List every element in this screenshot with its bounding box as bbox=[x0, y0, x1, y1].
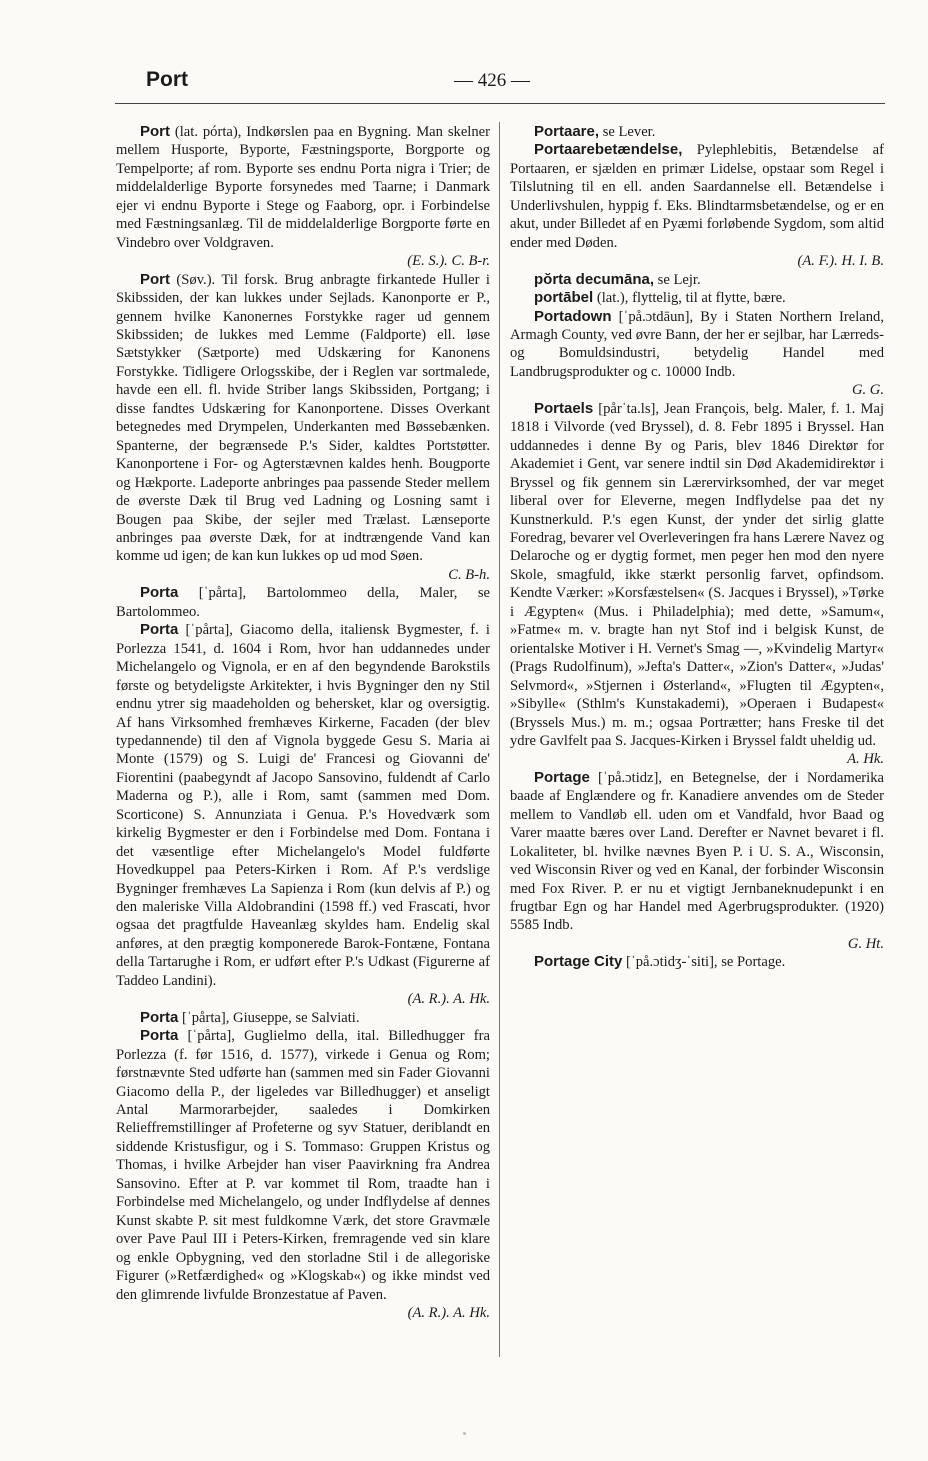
page-number: — 426 — bbox=[454, 70, 530, 91]
headword: Portaels bbox=[534, 399, 594, 417]
page-header bbox=[0, 58, 928, 98]
headword: Portage City bbox=[534, 953, 623, 971]
headword: Port bbox=[140, 123, 170, 140]
entry-text: (Søv.). Til forsk. Brug anbragte firkantede Huller i Skibssiden, der kan lukkes under Sejlads. Kanonporte er P., gennem hvilke Kanonernes Forstykke rager ud gennem Skibssiden; de lukkes med Lemme (Faldporte) ell. løse Sætstykker (Sætporte) med Udskæring for Kanonens Forstykke. Tidligere Orlogsskibe, der i Reglen var sortmalede, havde een ell. fl. hvide Striber langs Skibssiden, Portgang; i disse fandtes Udskæring for Kanonportene. Disses Overkant betegnedes med Drympelen, Underkanten med Bøssebænken. Spanterne, der begrænsede P.'s Sider, kaldtes Portstøtter. Kanonportene i For- og Agterstævnen kaldes henh. Bougporte og Hækporte. Ladeporte anbringes paa passende Steder mellem de øverste Dæk til Brug ved Ladning og Losning samt i Bougen paa Skibe, der sejler med Trælast. Lænseporte anbringes paa øverste Dæk, for at indtrængende Vand kan komme ud igen; de kan kun lukkes op ud mod Søen. bbox=[116, 271, 490, 565]
headword: Portaare, bbox=[534, 123, 600, 140]
entry-porta-decumana bbox=[510, 271, 884, 289]
headword: Portage bbox=[534, 768, 590, 786]
entry-porta-bartolommeo bbox=[116, 584, 490, 621]
headword: Port bbox=[140, 270, 170, 288]
entry-portaare bbox=[510, 123, 884, 141]
headword: portābel bbox=[534, 289, 594, 307]
signature: G. Ht. bbox=[847, 935, 884, 952]
headword: Porta bbox=[140, 621, 179, 639]
entry-text: [ˈpå.ɔtdāun], By i Staten Northern Ireland, Armagh County, ved øvre Bann, der her er sejlbar, har Lærreds- og Bomuldsindustri, betydelig Handel med Landbrugsprodukter og c. 10000 Indb. bbox=[510, 308, 884, 380]
signature: (A. R.). A. Hk. bbox=[407, 991, 490, 1008]
entry-portaarebetaendelse bbox=[510, 141, 884, 270]
entry-portage-city bbox=[510, 953, 884, 971]
entry-text: [ˈpårta], Giuseppe, se Salviati. bbox=[178, 1009, 360, 1026]
entry-text: Pylephlebitis, Betændelse af Portaaren, er sjælden en primær Lidelse, opstaar som Regel i Tilslutning til en ell. anden Saardannelse ell. Betændelse i Underlivshulen, hyppig f. Eks. Blindtarmsbetændelse, og er en akut, under Billedet af en Pyæmi forløbende Sygdom, som altid ender med Døden. bbox=[510, 142, 884, 251]
entry-portadown bbox=[510, 308, 884, 400]
headword: Portadown bbox=[534, 307, 612, 325]
headword: Porta bbox=[140, 584, 179, 602]
signature: (A. F.). H. I. B. bbox=[797, 253, 884, 270]
headword: pŏrta decumāna, bbox=[534, 270, 655, 288]
signature: (E. S.). C. B-r. bbox=[407, 253, 490, 270]
signature: (A. R.). A. Hk. bbox=[407, 1305, 490, 1321]
entry-porta-giuseppe bbox=[116, 1009, 490, 1027]
entry-text: se Lejr. bbox=[654, 271, 701, 288]
entry-porta-guglielmo bbox=[116, 1027, 490, 1322]
entry-text: [ˈpårta], Giacomo della, italiensk Bygmester, f. i Porlezza 1541, d. 1604 i Rom, hvor han uddannedes under Michelangelo og Vignola, er en af den begyndende Barokstils første og betydeligste Arkitekter, i hvis Bygninger den ny Stil endnu ytrer sig maadeholden og behersket, klar og oversigtig. Af hans Virksomhed fremhæves Kirkerne, Facaden (der blev typedannende) til den af Vignola byggede Gesu S. Maria ai Monte (1579) og S. Luigi de' Francesi og Giovanni de' Fiorentini (paabegyndt af Jacopo Sansovino, fuldendt af Carlo Maderna og P.), alle i Rom, samt (sammen med Dom. Scorticone) S. Annunziata i Genua. P.'s Hovedværk som kirkelig Bygmester er den i Forbindelse med Dom. Fontana i det væsentlige efter Michelangelo's Model fuldførte Hovedkuppel paa Peters-Kirken i Rom. Af P.'s verdslige Bygninger fremhæves La Sapienza i Rom (kun delvis af P.) og den maleriske Villa Aldobrandini (1598 ff.) ved Frascati, hvor ogsaa det pragtfulde Haveanlæg skyldes ham. Endelig skal anføres, at den prægtig komponerede Barok-Fontæne, Fontana della Tartarughe i Rom, er udført efter P.'s Udkast (Figurerne af Taddeo Landini). bbox=[116, 622, 490, 989]
running-head: Port bbox=[146, 68, 188, 91]
entry-text: [ˈpårta], Guglielmo della, ital. Billedhugger fra Porlezza (f. før 1516, d. 1577), virkede i Genua og Rom; førstnævnte Sted udførte han (sammen med sin Fader Giovanni Giacomo della P., der ligeledes var Billedhugger) et anseligt Antal Marmorarbejder, saaledes i Domkirken Relieffremstillinger af Profeterne og syv Statuer, deriblandt en siddende Kristusfigur, og i S. Tommaso: Gruppen Kristus og Thomas, i hvilke Arbejder han viser Paavirkning fra Andrea Sansovino. Efter at P. var kommet til Rom, traadte han i Forbindelse med Michelangelo, og under Indflydelse af dennes Kunst skabte P. sit mest fuldkomne Værk, det store Gravmæle over Pave Paul III i Peters-Kirken, fremragende ved sin klare og enkle Opbygning, ved den storladne Stil i de allegoriske Figurer (»Retfærdighed« og »Klogskab«) og ikke mindst ved den glimrende livfulde Bronzestatue af Paven. bbox=[116, 1028, 490, 1303]
headword: Porta bbox=[140, 1008, 179, 1026]
signature: G. G. bbox=[851, 382, 884, 399]
entry-text: (lat. pórta), Indkørslen paa en Bygning. Man skelner mellem Husporte, Byporte, Fæstningsporte, Borgporte og Tempelporte; af rom. Byporte ses endnu Porta nigra i Trier; de middelalderlige Byporte forsynedes med Taarne; i Danmark ejer vi endnu Byporte i Stege og Faaborg, opr. i Forbindelse med Fæstningsanlæg. Til de middelalderlige Borgporte førte en Vindebro over Voldgraven. bbox=[116, 124, 490, 251]
header-rule bbox=[115, 103, 885, 104]
entry-text: [ˈpå.ɔtidz], en Betegnelse, der i Nordamerika baade af Englændere og fr. Kanadiere anvendes om de Steder mellem to Vandløb ell. uden om et Vandfald, hvor Baad og Varer maatte bæres over Land. Derefter er Navnet bevaret i fl. Lokaliteter, bl. hvilke nævnes Byen P. i U. S. A., Wisconsin, ved Wisconsin River og ved en Kanal, der forbinder Wisconsin med Fox River. P. er nu et vigtigt Jernbaneknudepunkt i en frugtbar Egn og har Handel med Agerbrugsprodukter. (1920) 5585 Indb. bbox=[510, 769, 884, 934]
entry-porta-giacomo bbox=[116, 621, 490, 1009]
entry-text: [ˈpårta], Bartolommeo della, Maler, se Bartolommeo. bbox=[116, 585, 490, 620]
entry-text: (lat.), flyttelig, til at flytte, bære. bbox=[593, 290, 786, 307]
entry-text: se Lever. bbox=[599, 124, 656, 140]
entry-portaels bbox=[510, 400, 884, 769]
headword: Portaarebetændelse, bbox=[534, 141, 683, 159]
entry-text: [pårˈta.ls], Jean François, belg. Maler, f. 1. Maj 1818 i Vilvorde (ved Bryssel), d. 8. Febr 1895 i Bryssel. Han uddannedes i denne By og Paris, blev 1846 Direktør for Akademiet i Gent, var senere indtil sin Død Akademidirektør i Bryssel og fik gennem sin Lærervirksomhed, der var meget liberal over for Eleverne, megen Indflydelse paa det ny Kunstnerkuld. P.'s egen Kunst, der ynder det sirlig glatte Foredrag, bevarer vel Overleveringen fra hans Lærere Navez og Delaroche og er dygtig formet, men peger hen mod den nyere Skole, smagfuld, ikke stærkt personlig farvet, opfindsom. Kendte Værker: »Korsfæstelsen« (S. Jacques i Bryssel), »Tørke i Ægypten« (Mus. i Philadelphia); med dette, »Samum«, »Fatme« m. v. bragte han nyt Stof ind i belgisk Kunst, de orientalske Motiver i H. Vernet's Smag —, »Kvindelig Martyr« (Prags Rudolfinum), »Jefta's Datter«, »Zion's Datter«, »Judas' Selvmord«, »Stjernen i Østerland«, »Flugten til Ægypten«, »Sibylle« (Sthlm's Kunstakademi), »Operaen i Budapest« (Bryssels Mus.) m. m.; ogsaa Portrætter; hans Freske til det ydre Gavlfelt paa S. Jacques-Kirken i Bryssel faldt uheldig ud. bbox=[510, 400, 884, 749]
entry-text: [ˈpå.ɔtidʒ-ˈsiti], se Portage. bbox=[622, 954, 786, 971]
column-divider bbox=[499, 122, 500, 1357]
entry-port-sov bbox=[116, 271, 490, 585]
entry-portage bbox=[510, 769, 884, 954]
scan-speck bbox=[463, 1432, 466, 1435]
headword: Porta bbox=[140, 1027, 179, 1045]
entry-portabel bbox=[510, 289, 884, 307]
entry-port-lat bbox=[116, 123, 490, 271]
signature: A. Hk. bbox=[847, 751, 884, 768]
right-column bbox=[510, 123, 884, 972]
signature: C. B-h. bbox=[448, 566, 490, 583]
left-column bbox=[116, 123, 490, 1322]
